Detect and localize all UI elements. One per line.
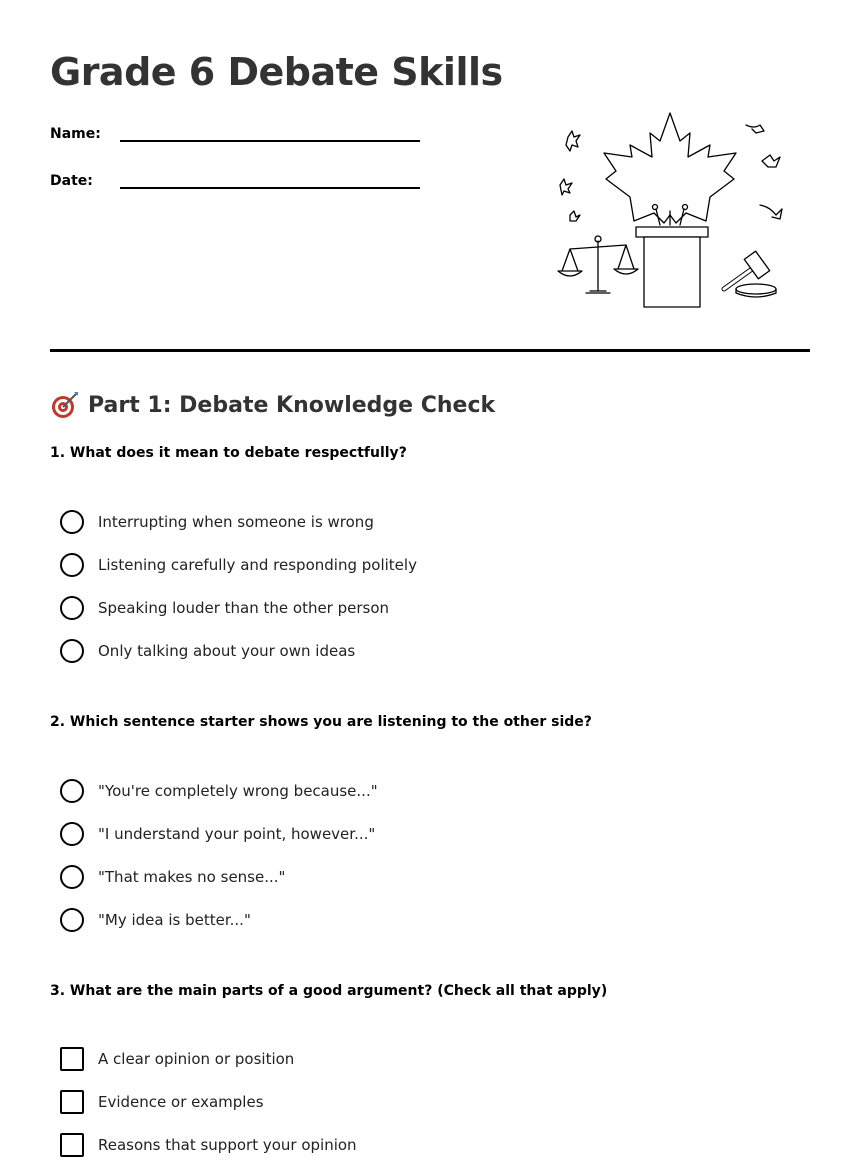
option-label: A clear opinion or position <box>98 1049 295 1068</box>
option-label: Reasons that support your opinion <box>98 1135 357 1154</box>
radio-button[interactable] <box>60 908 84 932</box>
list-item[interactable] <box>60 1123 357 1161</box>
list-item[interactable] <box>60 1080 357 1123</box>
option-label: "That makes no sense..." <box>98 867 286 886</box>
list-item[interactable] <box>60 586 417 629</box>
list-item[interactable] <box>60 500 417 543</box>
section-divider <box>50 349 810 352</box>
checkbox[interactable] <box>60 1133 84 1157</box>
section-heading-label: Part 1: Debate Knowledge Check <box>88 392 496 418</box>
page-title: Grade 6 Debate Skills <box>50 50 503 94</box>
radio-button[interactable] <box>60 596 84 620</box>
list-item[interactable] <box>60 812 378 855</box>
list-item[interactable] <box>60 898 378 941</box>
option-label: Listening carefully and responding politely <box>98 555 417 574</box>
list-item[interactable] <box>60 769 378 812</box>
question-2: 2. Which sentence starter shows you are listening to the other side? <box>50 714 592 730</box>
list-item[interactable] <box>60 629 417 672</box>
date-label: Date: <box>50 173 93 189</box>
question-3: 3. What are the main parts of a good argument? (Check all that apply) <box>50 983 608 999</box>
list-item[interactable] <box>60 855 378 898</box>
option-label: Interrupting when someone is wrong <box>98 512 374 531</box>
radio-button[interactable] <box>60 822 84 846</box>
radio-button[interactable] <box>60 779 84 803</box>
option-label: "My idea is better..." <box>98 910 251 929</box>
option-label: "I understand your point, however..." <box>98 824 376 843</box>
target-icon <box>50 390 80 420</box>
radio-button[interactable] <box>60 639 84 663</box>
radio-button[interactable] <box>60 510 84 534</box>
option-label: Speaking louder than the other person <box>98 598 390 617</box>
checkbox[interactable] <box>60 1090 84 1114</box>
date-field <box>50 169 420 189</box>
list-item[interactable] <box>60 543 417 586</box>
option-label: Only talking about your own ideas <box>98 641 356 660</box>
debate-illustration-icon <box>548 105 793 315</box>
list-item[interactable] <box>60 1037 357 1080</box>
radio-button[interactable] <box>60 553 84 577</box>
radio-button[interactable] <box>60 865 84 889</box>
name-field <box>50 122 420 142</box>
question-1: 1. What does it mean to debate respectfully? <box>50 445 407 461</box>
question-2-options <box>60 769 378 941</box>
name-label: Name: <box>50 126 101 142</box>
section-heading <box>50 390 495 420</box>
option-label: Evidence or examples <box>98 1092 264 1111</box>
date-input-line[interactable] <box>120 169 420 189</box>
option-label: "You're completely wrong because..." <box>98 781 378 800</box>
name-input-line[interactable] <box>120 122 420 142</box>
question-3-options <box>60 1037 357 1161</box>
question-1-options <box>60 500 417 672</box>
checkbox[interactable] <box>60 1047 84 1071</box>
